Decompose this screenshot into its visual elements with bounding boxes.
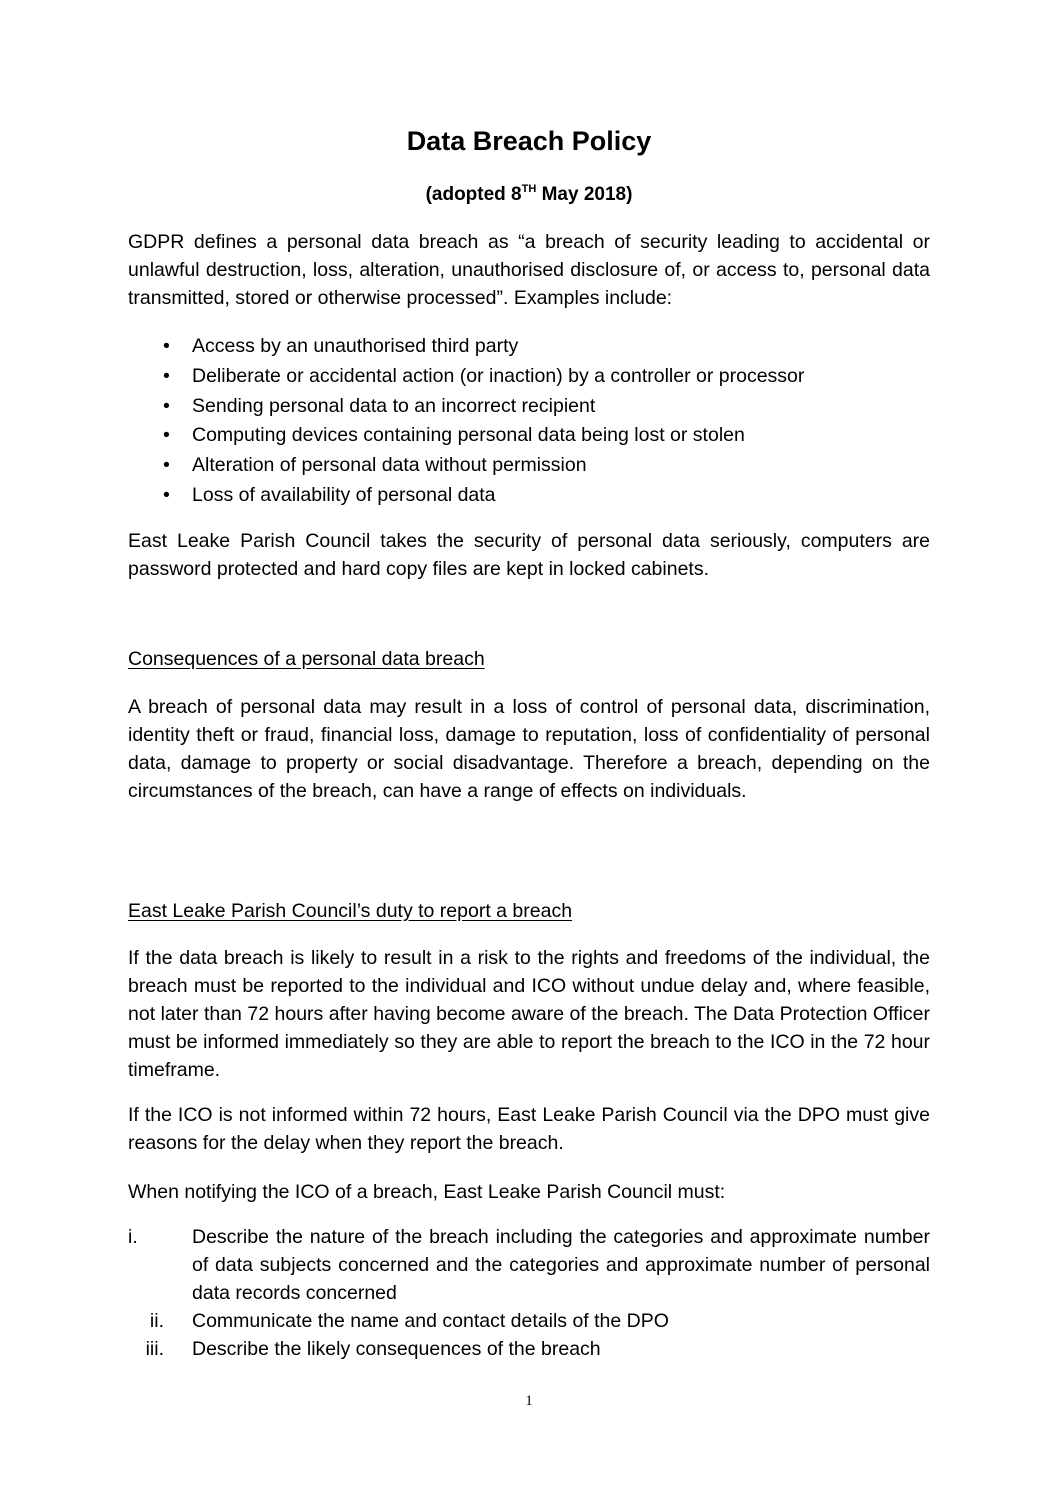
document-title: Data Breach Policy [406, 126, 652, 156]
list-item [128, 1335, 930, 1363]
duty-paragraph: If the data breach is likely to result in a risk to the rights and freedoms of the individual, the breach must be reported to the individual and ICO without undue delay and, where feasible, not later than 72 hours after having become aware of the breach. The Data Protection Officer must be informed immediately so they are able to report the breach to the ICO in the 72 hour timeframe. [128, 947, 930, 1081]
section-heading-consequences: Consequences of a personal data breach [128, 648, 485, 670]
list-item [128, 1223, 930, 1307]
adoption-date [0, 184, 1058, 206]
adoption-date-prefix: (adopted 8 [425, 184, 522, 205]
adoption-date-suffix: May 2018) [536, 184, 633, 205]
delay-paragraph: If the ICO is not informed within 72 hours, East Leake Parish Council via the DPO must give reasons for the delay when they report the breach. [128, 1104, 930, 1154]
list-item-text: Alteration of personal data without permission [192, 454, 587, 477]
list-number: ii. [149, 1310, 164, 1332]
list-number: i. [128, 1226, 138, 1248]
list-item-text: Describe the likely consequences of the breach [192, 1338, 601, 1360]
bullet-icon: • [163, 364, 170, 387]
section-heading-duty-to-report: East Leake Parish Council’s duty to report a breach [128, 900, 573, 922]
list-number: iii. [145, 1338, 164, 1360]
list-item [128, 481, 930, 511]
bullet-icon: • [163, 483, 170, 506]
list-item [128, 421, 930, 451]
list-item [128, 392, 930, 422]
bullet-icon: • [163, 394, 170, 417]
intro-paragraph: GDPR defines a personal data breach as “a breach of security leading to accidental or unlawful destruction, loss, alteration, unauthorised disclosure of, or access to, personal data transmitted, stored or otherwise processed”. Examples include: [128, 231, 930, 309]
bullet-icon: • [163, 424, 170, 447]
list-item [128, 451, 930, 481]
page-number: 1 [525, 1393, 533, 1409]
list-item-text: Deliberate or accidental action (or inaction) by a controller or processor [192, 364, 805, 387]
adoption-date-ordinal: TH [521, 183, 537, 195]
bullet-icon: • [163, 454, 170, 477]
list-item [128, 332, 930, 362]
list-item-text: Loss of availability of personal data [192, 483, 496, 506]
list-item-text: Describe the nature of the breach including the categories and approximate number of data subjects concerned and the categories and approximate number of personal data records concerned [192, 1226, 930, 1304]
list-item-text: Sending personal data to an incorrect recipient [192, 394, 596, 417]
consequences-paragraph: A breach of personal data may result in a loss of control of personal data, discrimination, identity theft or fraud, financial loss, damage to reputation, loss of confidentiality of personal data, damage to property or social disadvantage. Therefore a breach, depending on the circumstances of the breach, can have a range of effects on individuals. [128, 696, 930, 802]
list-item-text: Communicate the name and contact details of the DPO [192, 1310, 669, 1332]
list-item-text: Computing devices containing personal data being lost or stolen [192, 424, 745, 447]
list-item-text: Access by an unauthorised third party [192, 335, 519, 357]
bullet-icon: • [163, 335, 170, 357]
list-item [128, 362, 930, 392]
examples-list [128, 332, 930, 511]
notification-requirements-list [128, 1223, 930, 1363]
list-item [128, 1307, 930, 1335]
security-statement: East Leake Parish Council takes the security of personal data seriously, computers are password protected and hard copy files are kept in locked cabinets. [128, 530, 930, 580]
notification-intro: When notifying the ICO of a breach, East Leake Parish Council must: [128, 1181, 726, 1203]
